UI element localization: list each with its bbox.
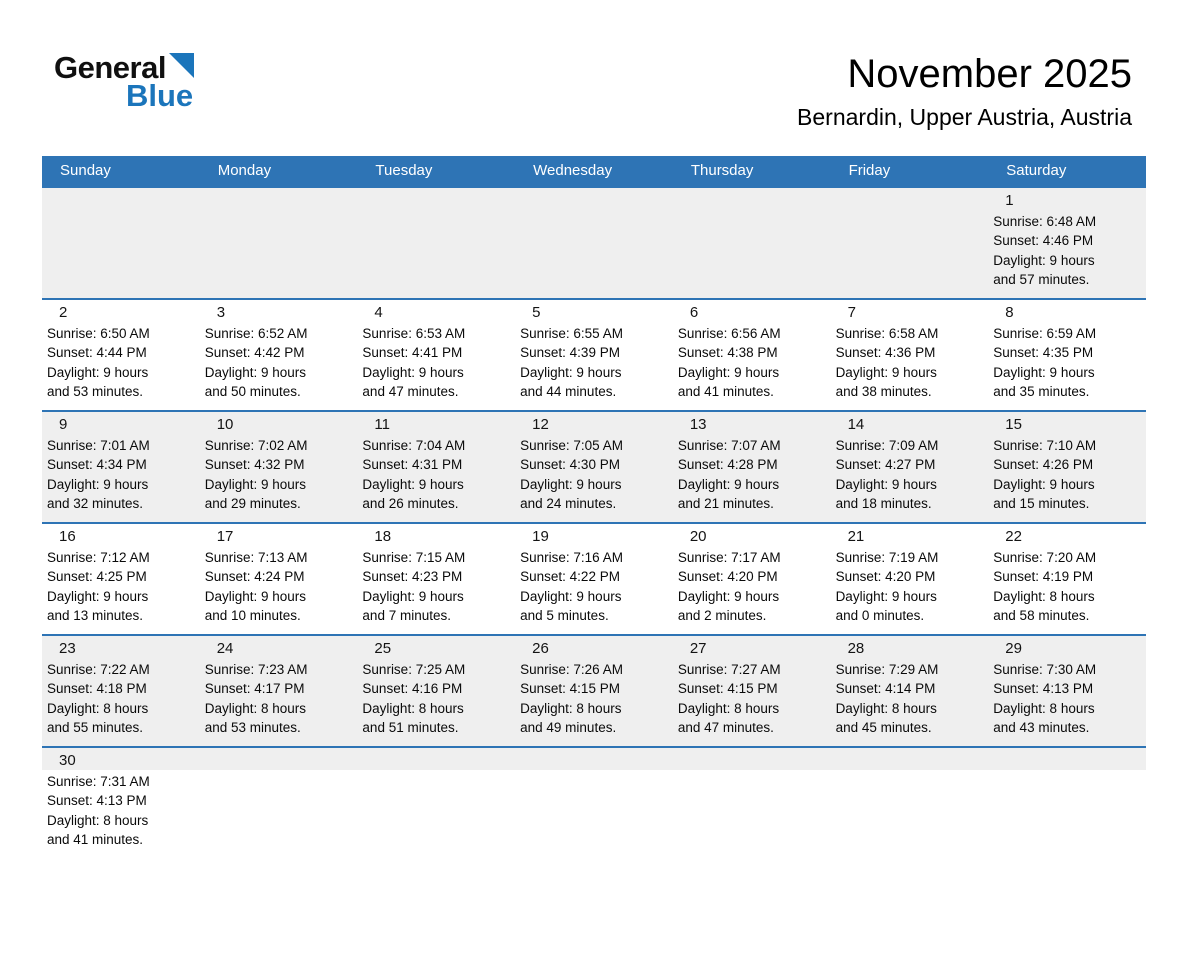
- day-info-line: and 13 minutes.: [47, 608, 144, 624]
- day-number: 9: [59, 415, 68, 433]
- day-info-line: Sunrise: 6:59 AM: [993, 325, 1097, 341]
- day-info-line: and 29 minutes.: [204, 496, 301, 512]
- day-cell-10: [200, 412, 358, 522]
- day-cell-25: [357, 636, 515, 746]
- week-row-3: [42, 410, 1146, 522]
- day-info-line: Sunset: 4:15 PM: [520, 681, 620, 697]
- day-info-line: Sunrise: 6:56 AM: [677, 325, 781, 341]
- day-cell-29: [988, 636, 1146, 746]
- day-number: 28: [847, 639, 865, 657]
- weekday-header-tuesday: Tuesday: [375, 162, 433, 180]
- day-info-line: Sunrise: 7:26 AM: [520, 661, 623, 677]
- day-info-line: Daylight: 9 hours: [204, 364, 307, 380]
- day-info-line: Daylight: 9 hours: [362, 364, 464, 380]
- weekday-header-sunday: Sunday: [60, 162, 111, 180]
- day-info-line: Sunset: 4:34 PM: [47, 457, 147, 473]
- day-info-line: Sunset: 4:16 PM: [362, 681, 463, 697]
- day-info-line: Daylight: 9 hours: [47, 476, 149, 492]
- day-info-line: Sunrise: 6:48 AM: [993, 213, 1097, 229]
- day-info-line: and 43 minutes.: [993, 720, 1090, 736]
- week-row-1: [42, 186, 1146, 298]
- day-number: 10: [216, 415, 234, 433]
- day-cell-26: [515, 636, 673, 746]
- day-number: 23: [59, 639, 76, 657]
- day-info-line: Sunset: 4:18 PM: [47, 681, 147, 697]
- day-cell-6: [673, 300, 831, 410]
- day-number: 26: [532, 639, 549, 657]
- day-number: 17: [216, 527, 234, 545]
- day-info-line: and 57 minutes.: [993, 272, 1090, 288]
- day-info-line: Sunset: 4:44 PM: [47, 345, 147, 361]
- day-cell-empty: [673, 188, 831, 298]
- day-info-line: Daylight: 9 hours: [520, 364, 622, 380]
- day-info-line: Sunset: 4:27 PM: [835, 457, 936, 473]
- day-info-line: Sunrise: 7:30 AM: [993, 661, 1097, 677]
- day-cell-11: [357, 412, 515, 522]
- day-info-line: and 41 minutes.: [47, 832, 144, 848]
- day-info-line: Daylight: 9 hours: [835, 476, 937, 492]
- day-info-line: Sunrise: 7:05 AM: [520, 437, 623, 453]
- day-info-line: Daylight: 9 hours: [362, 588, 464, 604]
- day-cell-empty: [673, 748, 831, 860]
- week-row-5: [42, 634, 1146, 746]
- day-cell-30: [42, 748, 200, 860]
- day-info-line: and 21 minutes.: [677, 496, 774, 512]
- day-info-line: Sunrise: 7:01 AM: [47, 437, 150, 453]
- logo-triangle-icon: [169, 53, 194, 78]
- day-info-line: and 41 minutes.: [677, 384, 774, 400]
- day-info-line: Sunset: 4:38 PM: [677, 345, 778, 361]
- day-cell-3: [200, 300, 358, 410]
- day-number: 20: [689, 527, 707, 545]
- day-number: 8: [1005, 303, 1014, 321]
- day-info-line: Daylight: 8 hours: [520, 700, 622, 716]
- day-info-line: and 24 minutes.: [520, 496, 617, 512]
- day-info-line: Sunrise: 7:27 AM: [677, 661, 781, 677]
- day-number: 16: [59, 527, 76, 545]
- day-info-line: and 45 minutes.: [835, 720, 932, 736]
- day-info-line: Sunset: 4:20 PM: [835, 569, 936, 585]
- day-info-line: Sunrise: 7:13 AM: [204, 549, 308, 565]
- day-cell-17: [200, 524, 358, 634]
- day-cell-24: [200, 636, 358, 746]
- day-info-line: Sunrise: 7:02 AM: [204, 437, 308, 453]
- day-cell-19: [515, 524, 673, 634]
- week-row-4: [42, 522, 1146, 634]
- day-info-line: Sunset: 4:36 PM: [835, 345, 936, 361]
- day-info-line: Sunset: 4:14 PM: [835, 681, 936, 697]
- day-info-line: and 10 minutes.: [204, 608, 301, 624]
- day-number: 19: [532, 527, 549, 545]
- day-number: 6: [689, 303, 699, 321]
- day-info-line: Sunrise: 6:55 AM: [520, 325, 623, 341]
- day-cell-18: [357, 524, 515, 634]
- day-info-line: and 38 minutes.: [835, 384, 932, 400]
- day-info-line: and 53 minutes.: [47, 384, 144, 400]
- day-info-line: Daylight: 8 hours: [835, 700, 937, 716]
- day-info-line: Daylight: 8 hours: [204, 700, 307, 716]
- day-info-line: and 35 minutes.: [993, 384, 1090, 400]
- logo: [54, 52, 194, 111]
- day-number: 11: [374, 415, 390, 433]
- calendar-page: [0, 52, 1188, 970]
- weekday-header-wednesday: Wednesday: [533, 162, 613, 180]
- day-info-line: and 47 minutes.: [677, 720, 774, 736]
- day-number: 3: [216, 303, 226, 321]
- day-info-line: Sunrise: 7:16 AM: [520, 549, 623, 565]
- weekday-header-saturday: Saturday: [1006, 162, 1067, 180]
- day-info-line: Sunset: 4:23 PM: [362, 569, 463, 585]
- day-info-line: Daylight: 8 hours: [993, 700, 1095, 716]
- day-cell-2: [42, 300, 200, 410]
- day-info-line: Sunset: 4:31 PM: [362, 457, 463, 473]
- weekday-header-friday: Friday: [848, 162, 891, 180]
- day-number: 4: [374, 303, 383, 321]
- day-info-line: and 58 minutes.: [993, 608, 1090, 624]
- day-info-line: Daylight: 9 hours: [677, 476, 780, 492]
- day-info-line: and 26 minutes.: [362, 496, 459, 512]
- day-number: 5: [532, 303, 541, 321]
- day-info-line: Sunrise: 6:58 AM: [835, 325, 939, 341]
- day-info-line: and 0 minutes.: [835, 608, 925, 624]
- day-number: 12: [532, 415, 549, 433]
- day-cell-5: [515, 300, 673, 410]
- day-number: 13: [689, 415, 707, 433]
- day-cell-7: [831, 300, 989, 410]
- day-cell-21: [831, 524, 989, 634]
- day-info-line: Sunset: 4:41 PM: [362, 345, 463, 361]
- day-number: 21: [847, 527, 865, 545]
- day-info-line: Sunset: 4:35 PM: [993, 345, 1094, 361]
- day-number: 27: [689, 639, 707, 657]
- day-info-line: Daylight: 9 hours: [362, 476, 464, 492]
- day-info-line: and 7 minutes.: [362, 608, 451, 624]
- day-info-line: Sunrise: 7:29 AM: [835, 661, 939, 677]
- day-number: 18: [374, 527, 392, 545]
- day-info-line: Sunrise: 7:15 AM: [362, 549, 466, 565]
- day-info-line: Sunset: 4:19 PM: [993, 569, 1094, 585]
- day-cell-empty: [357, 748, 515, 860]
- day-info-line: Daylight: 9 hours: [677, 364, 780, 380]
- day-number: 14: [847, 415, 865, 433]
- day-cell-22: [988, 524, 1146, 634]
- day-cell-16: [42, 524, 200, 634]
- day-info-line: Daylight: 8 hours: [993, 588, 1095, 604]
- day-cell-8: [988, 300, 1146, 410]
- day-info-line: Sunset: 4:39 PM: [520, 345, 620, 361]
- day-info-line: Sunset: 4:32 PM: [204, 457, 305, 473]
- day-info-line: Sunrise: 7:23 AM: [204, 661, 308, 677]
- day-info-line: Sunrise: 7:20 AM: [993, 549, 1097, 565]
- day-info-line: Sunrise: 7:31 AM: [47, 773, 150, 789]
- day-info-line: and 5 minutes.: [520, 608, 609, 624]
- day-info-line: and 32 minutes.: [47, 496, 144, 512]
- day-info-line: Sunset: 4:15 PM: [677, 681, 778, 697]
- day-info-line: Daylight: 9 hours: [993, 476, 1095, 492]
- day-info-line: Sunset: 4:26 PM: [993, 457, 1094, 473]
- day-cell-12: [515, 412, 673, 522]
- day-cell-empty: [515, 748, 673, 860]
- day-info-line: and 49 minutes.: [520, 720, 617, 736]
- day-cell-empty: [42, 188, 200, 298]
- day-info-line: and 44 minutes.: [520, 384, 617, 400]
- day-info-line: Sunrise: 6:52 AM: [204, 325, 308, 341]
- day-info-line: Sunset: 4:42 PM: [204, 345, 305, 361]
- day-cell-20: [673, 524, 831, 634]
- day-info-line: Daylight: 9 hours: [835, 364, 937, 380]
- day-info-line: Daylight: 9 hours: [677, 588, 780, 604]
- day-info-line: Sunset: 4:46 PM: [993, 233, 1094, 249]
- day-number: 22: [1005, 527, 1022, 545]
- page-header: [54, 52, 1132, 132]
- day-cell-27: [673, 636, 831, 746]
- day-info-line: Daylight: 8 hours: [47, 812, 149, 828]
- day-number: 2: [59, 303, 68, 321]
- day-number: 24: [216, 639, 234, 657]
- title-block: [797, 52, 1132, 132]
- day-info-line: Sunrise: 7:19 AM: [835, 549, 939, 565]
- day-info-line: Sunset: 4:22 PM: [520, 569, 620, 585]
- day-info-line: Daylight: 9 hours: [47, 588, 149, 604]
- day-cell-empty: [200, 748, 358, 860]
- calendar-table: [42, 156, 1146, 860]
- logo-text-general: General: [54, 50, 166, 85]
- day-cell-empty: [831, 188, 989, 298]
- day-info-line: Sunrise: 6:50 AM: [47, 325, 150, 341]
- week-row-6: [42, 746, 1146, 860]
- day-cell-23: [42, 636, 200, 746]
- day-info-line: Sunset: 4:13 PM: [47, 793, 147, 809]
- day-info-line: and 18 minutes.: [835, 496, 932, 512]
- day-number: 7: [847, 303, 856, 321]
- day-cell-14: [831, 412, 989, 522]
- weekday-header-thursday: Thursday: [690, 162, 754, 180]
- day-info-line: Daylight: 8 hours: [677, 700, 780, 716]
- day-cell-empty: [831, 748, 989, 860]
- day-cell-empty: [200, 188, 358, 298]
- location-subtitle: Bernardin, Upper Austria, Austria: [797, 104, 1132, 130]
- day-cell-4: [357, 300, 515, 410]
- day-info-line: Sunrise: 7:17 AM: [677, 549, 781, 565]
- day-info-line: Sunrise: 7:12 AM: [47, 549, 150, 565]
- day-info-line: and 2 minutes.: [677, 608, 767, 624]
- day-cell-28: [831, 636, 989, 746]
- day-info-line: Sunset: 4:17 PM: [204, 681, 305, 697]
- day-info-line: Sunset: 4:13 PM: [993, 681, 1094, 697]
- week-row-2: [42, 298, 1146, 410]
- month-title: November 2025: [847, 52, 1132, 96]
- day-info-line: Daylight: 9 hours: [47, 364, 149, 380]
- day-info-line: Sunset: 4:25 PM: [47, 569, 147, 585]
- day-info-line: Daylight: 9 hours: [204, 476, 307, 492]
- day-number: 29: [1005, 639, 1022, 657]
- day-info-line: Daylight: 9 hours: [204, 588, 307, 604]
- day-info-line: and 50 minutes.: [204, 384, 301, 400]
- day-info-line: Sunset: 4:20 PM: [677, 569, 778, 585]
- day-info-line: and 47 minutes.: [362, 384, 459, 400]
- day-info-line: and 51 minutes.: [362, 720, 459, 736]
- day-number: 25: [374, 639, 392, 657]
- day-info-line: Sunrise: 7:07 AM: [677, 437, 781, 453]
- day-info-line: Daylight: 9 hours: [993, 252, 1095, 268]
- day-info-line: Daylight: 8 hours: [362, 700, 464, 716]
- day-cell-empty: [515, 188, 673, 298]
- day-cell-empty: [988, 748, 1146, 860]
- day-info-line: Daylight: 8 hours: [47, 700, 149, 716]
- day-number: 30: [59, 751, 76, 769]
- day-info-line: Sunrise: 7:10 AM: [993, 437, 1097, 453]
- day-number: 15: [1005, 415, 1022, 433]
- calendar-weeks: [42, 186, 1146, 860]
- day-info-line: Daylight: 9 hours: [520, 588, 622, 604]
- day-info-line: and 15 minutes.: [993, 496, 1090, 512]
- day-info-line: Sunrise: 7:04 AM: [362, 437, 466, 453]
- day-info-line: Sunrise: 6:53 AM: [362, 325, 466, 341]
- day-info-line: and 55 minutes.: [47, 720, 144, 736]
- day-cell-13: [673, 412, 831, 522]
- day-info-line: Sunset: 4:28 PM: [677, 457, 778, 473]
- day-info-line: Sunrise: 7:25 AM: [362, 661, 466, 677]
- day-info-line: and 53 minutes.: [204, 720, 301, 736]
- day-info-line: Daylight: 9 hours: [835, 588, 937, 604]
- weekday-header-row: [42, 156, 1146, 186]
- day-info-line: Sunrise: 7:09 AM: [835, 437, 939, 453]
- day-cell-15: [988, 412, 1146, 522]
- day-info-line: Daylight: 9 hours: [993, 364, 1095, 380]
- day-info-line: Sunrise: 7:22 AM: [47, 661, 150, 677]
- logo-text-blue: Blue: [126, 78, 194, 113]
- day-cell-1: [988, 188, 1146, 298]
- day-cell-9: [42, 412, 200, 522]
- day-info-line: Sunset: 4:30 PM: [520, 457, 620, 473]
- day-number: 1: [1005, 191, 1014, 209]
- day-cell-empty: [357, 188, 515, 298]
- day-info-line: Daylight: 9 hours: [520, 476, 622, 492]
- weekday-header-monday: Monday: [217, 162, 272, 180]
- day-info-line: Sunset: 4:24 PM: [204, 569, 305, 585]
